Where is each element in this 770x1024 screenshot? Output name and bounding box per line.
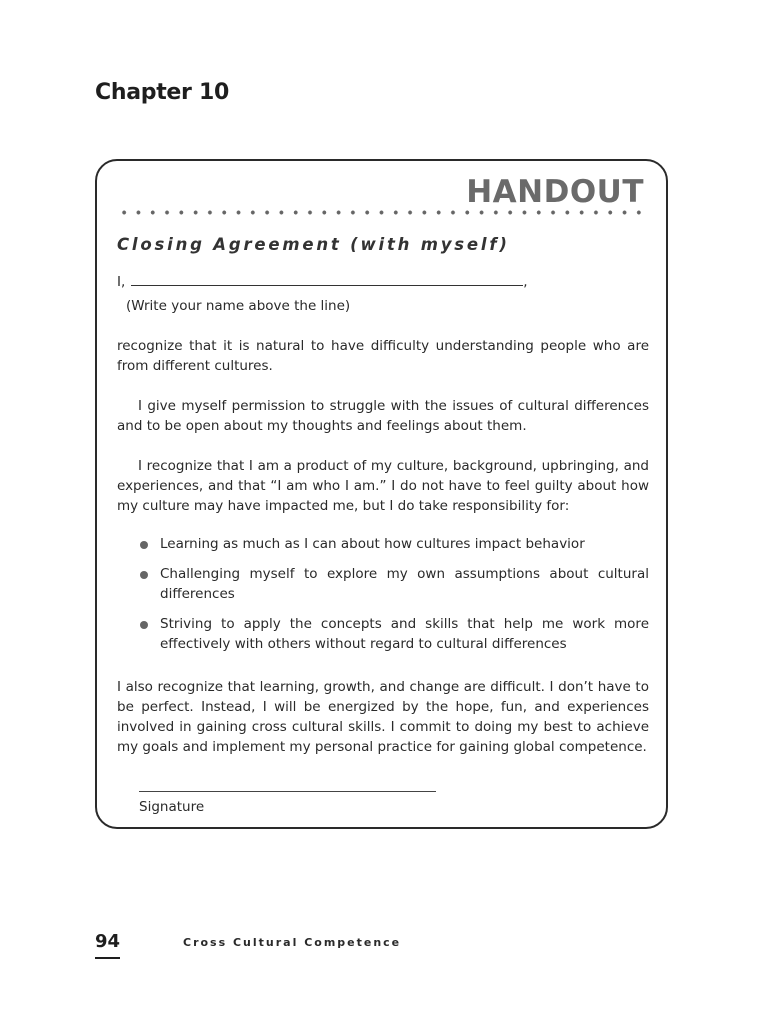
bullet-icon [140,621,148,629]
name-blank-line [131,272,523,286]
running-footer-title: Cross Cultural Competence [183,936,402,949]
handout-title: Closing Agreement (with myself) [117,235,510,254]
handout-box [95,159,668,829]
list-item-text: Striving to apply the concepts and skills that help me work more effectively with others without regard to cultural differences [160,616,649,652]
page-number: 94 [95,931,121,952]
name-prefix: I, [117,274,126,290]
list-item-text: Challenging myself to explore my own assumptions about cultural differences [160,566,649,602]
list-item [139,614,649,654]
bullet-icon [140,541,148,549]
signature-label: Signature [139,799,205,815]
bullet-icon [140,571,148,579]
responsibility-list [139,534,649,664]
paragraph-2: I give myself permission to struggle with the issues of cultural differences and to be open about my thoughts and feelings about them. [117,398,649,434]
handout-label: HANDOUT [466,174,644,210]
list-item-text: Learning as much as I can about how cultures impact behavior [160,536,585,552]
signature-line [139,791,436,792]
paragraph-3: I recognize that I am a product of my culture, background, upbringing, and experiences, and that “I am who I am.” I do not have to feel guilty about how my culture may have impacted me, but I do take responsibility for: [117,458,649,514]
name-line [117,272,528,290]
chapter-heading: Chapter 10 [95,80,229,105]
page-number-underline [95,957,120,959]
paragraph-4: I also recognize that learning, growth, and change are difficult. I don’t have to be perfect. Instead, I will be energized by the hope, fun, and experiences involved in gaining cross cultural skills. I commit to doing my best to achieve my goals and implement my personal practice for gaining global competence. [117,679,649,755]
dotted-divider [117,210,646,215]
paragraph-1: recognize that it is natural to have difficulty understanding people who are from different cultures. [117,338,649,374]
name-hint: (Write your name above the line) [126,298,351,314]
list-item [139,564,649,604]
name-suffix: , [523,274,528,290]
list-item [139,534,649,554]
